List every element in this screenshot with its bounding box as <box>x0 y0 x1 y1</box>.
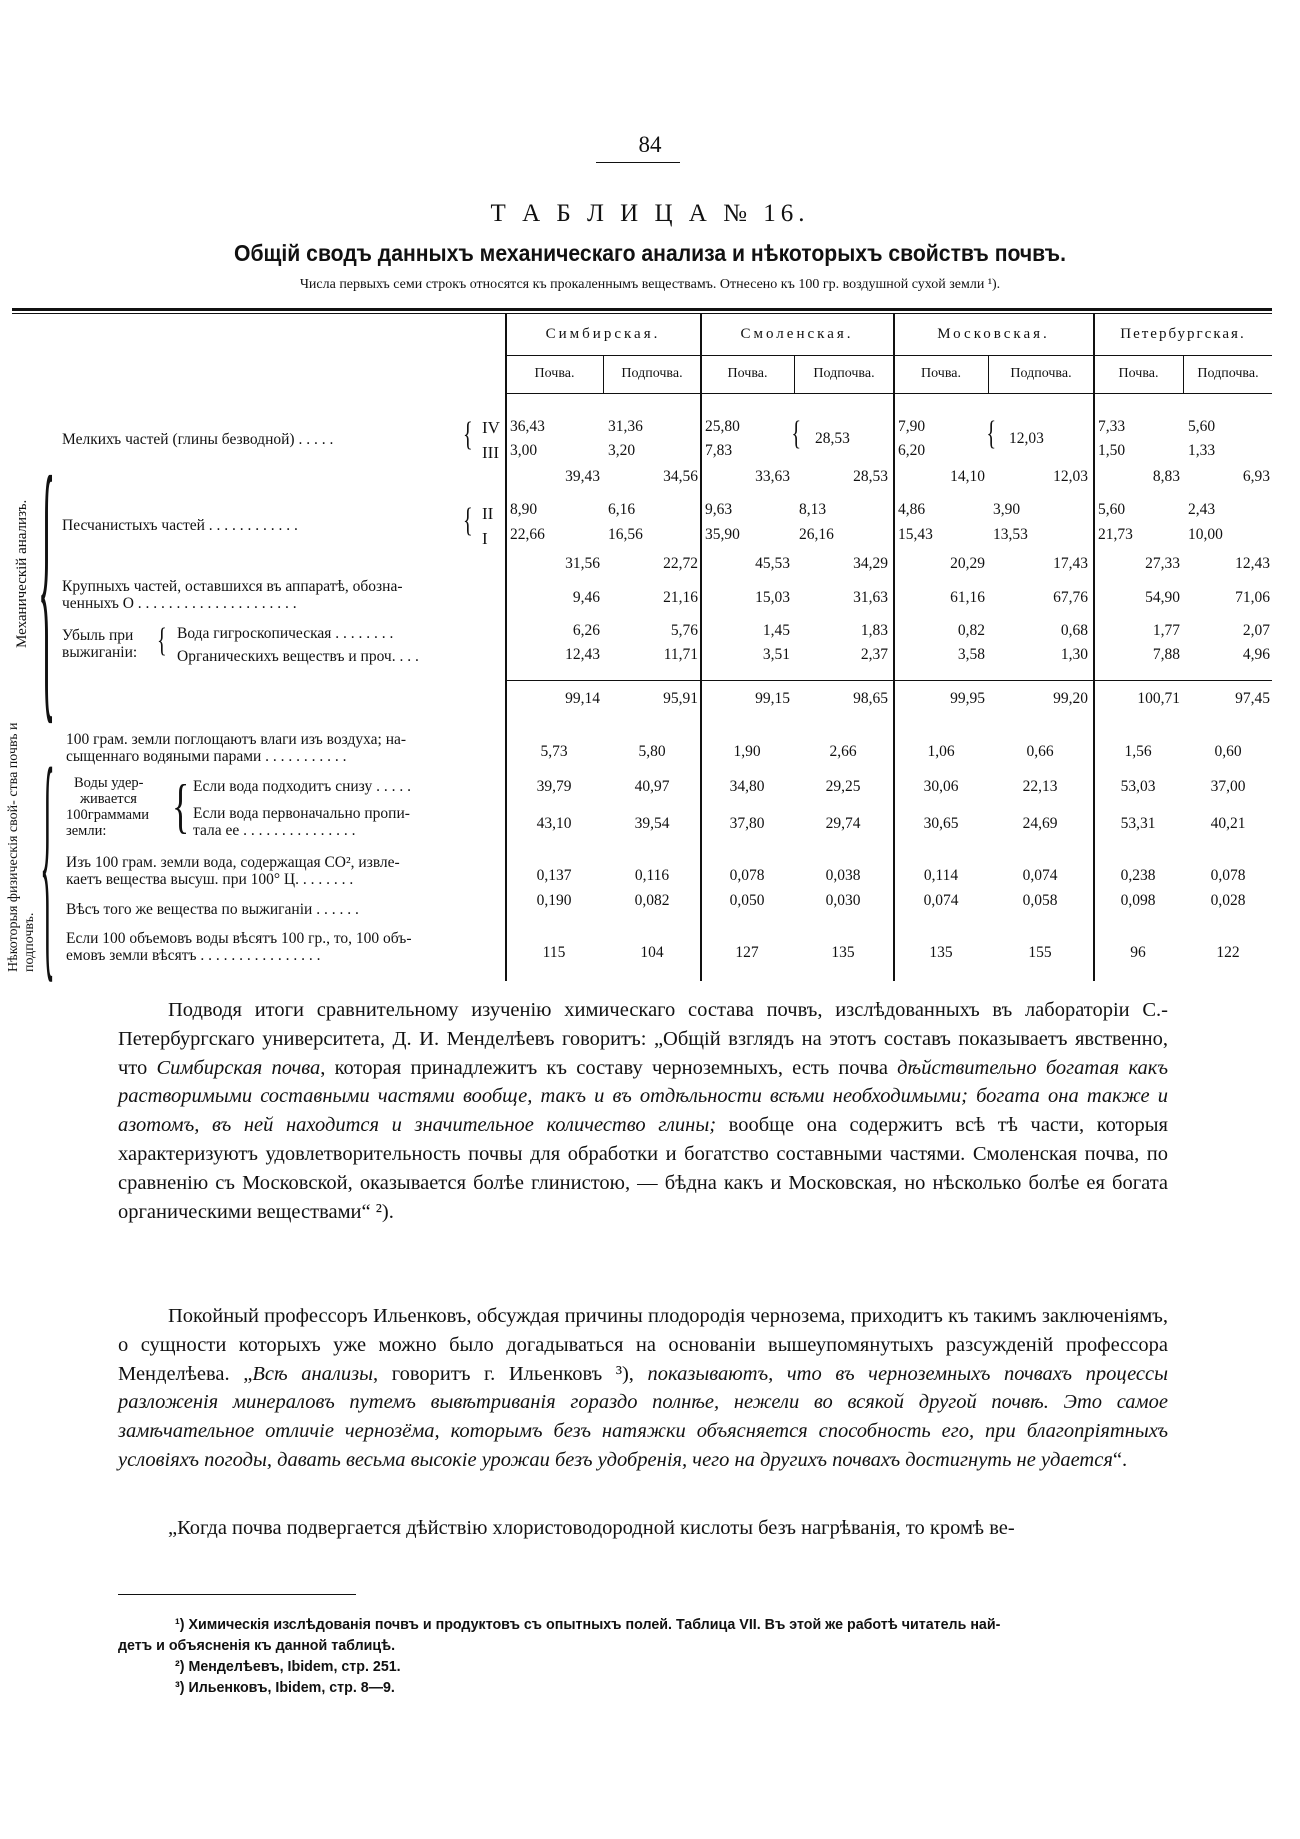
cell-total: 99,95 <box>950 690 985 707</box>
cell-sand-sum: 22,72 <box>663 555 698 572</box>
footnote-1-cont: детъ и объясненія къ данной таблицѣ. <box>118 1637 396 1654</box>
cell-fine-sum: 33,63 <box>755 468 790 485</box>
cell-burn: 0,030 <box>825 892 861 909</box>
table-subtitle: Общій сводъ данныхъ механическаго анализа и нѣкоторыхъ свойствъ почвъ. <box>234 240 1066 266</box>
cell-volume: 155 <box>1028 944 1052 961</box>
cell-volume: 127 <box>735 944 759 961</box>
cell-fine-iv: 31,36 <box>608 418 643 435</box>
brace-sand: { <box>463 502 473 539</box>
cell-volume: 104 <box>640 944 664 961</box>
label-fine-iii: III <box>482 443 499 462</box>
cell-organic: 1,30 <box>1060 646 1088 663</box>
cell-from-below: 39,79 <box>536 778 572 795</box>
cell-total: 100,71 <box>1137 690 1180 707</box>
cell-total: 99,14 <box>565 690 600 707</box>
cell-soaked: 53,31 <box>1120 815 1156 832</box>
subhead-rule <box>505 393 1272 394</box>
footnote-3: ³) Ильенковъ, Ibidem, стр. 8—9. <box>175 1679 395 1696</box>
cell-from-below: 37,00 <box>1210 778 1246 795</box>
cell-fine-sum: 12,03 <box>1053 468 1088 485</box>
cell-burn: 0,058 <box>1022 892 1058 909</box>
cell-fine-sum: 34,56 <box>663 468 698 485</box>
subhead-soil: Почва. <box>727 366 768 381</box>
cell-sand-i: 10,00 <box>1188 526 1223 543</box>
cell-organic: 11,71 <box>663 646 698 663</box>
side-label-mechanical: Механическій анализъ. <box>14 499 30 648</box>
footnote-rule <box>118 1594 356 1595</box>
cell-water-hygro: 1,83 <box>860 622 888 639</box>
cell-water-hygro: 6,26 <box>572 622 600 639</box>
cell-sand-sum: 45,53 <box>755 555 790 572</box>
label-retain: земли: <box>66 823 107 839</box>
cell-fine-iii: 1,33 <box>1188 442 1216 459</box>
label-volume: емовъ земли вѣсятъ . . . . . . . . . . . . . . . . <box>66 947 321 964</box>
cell-coarse: 61,16 <box>950 589 985 606</box>
cell-sand-sum: 12,43 <box>1235 555 1270 572</box>
cell-water-hygro: 0,68 <box>1060 622 1088 639</box>
cell-sand-ii: 8,90 <box>510 501 538 518</box>
cell-fine-bracket: 12,03 <box>1009 430 1044 447</box>
label-extract: каетъ вещества высуш. при 100° Ц. . . . . . . . <box>66 871 354 888</box>
cell-fine-iv: 7,90 <box>898 418 926 435</box>
brace-moscow: } <box>986 417 997 454</box>
side-brace: { <box>40 716 55 1004</box>
col-rule <box>505 313 507 981</box>
cell-fine-iv: 7,33 <box>1098 418 1126 435</box>
label-coarse: Крупныхъ частей, оставшихся въ аппаратѣ, обозна- <box>62 578 403 595</box>
cell-organic: 4,96 <box>1242 646 1270 663</box>
cell-water-hygro: 5,76 <box>670 622 698 639</box>
paragraph-3 <box>118 1514 1168 1543</box>
cell-volume: 96 <box>1130 944 1146 961</box>
label-from-below: Если вода подходитъ снизу . . . . . <box>193 778 411 795</box>
table-note: Числа первыхъ семи строкъ относятся къ прокаленнымъ веществамъ. Отнесено къ 100 гр. воздушной сухой земли ¹). <box>299 277 1001 292</box>
cell-extract: 0,074 <box>1022 867 1058 884</box>
subhead-subsoil: Подпочва. <box>1197 366 1259 381</box>
page-number: 84 <box>638 132 662 157</box>
cell-absorb: 5,80 <box>638 743 666 760</box>
table-top-rule <box>12 308 1272 311</box>
cell-fine-sum: 14,10 <box>950 468 985 485</box>
cell-sand-ii: 2,43 <box>1188 501 1216 518</box>
cell-sand-i: 35,90 <box>705 526 740 543</box>
cell-total: 98,65 <box>853 690 888 707</box>
cell-sand-i: 26,16 <box>799 526 834 543</box>
p2-text: “. <box>1112 1448 1128 1471</box>
label-fine-iv: IV <box>482 418 500 437</box>
subhead-soil: Почва. <box>921 366 961 381</box>
cell-sand-sum: 34,29 <box>853 555 888 572</box>
cell-soaked: 39,54 <box>634 815 670 832</box>
cell-extract: 0,078 <box>729 867 765 884</box>
cell-volume: 122 <box>1216 944 1240 961</box>
cell-burn: 0,098 <box>1120 892 1156 909</box>
label-soaked: Если вода первоначально пропи- <box>193 805 410 822</box>
cell-water-hygro: 1,45 <box>762 622 790 639</box>
subhead-soil: Почва. <box>534 366 575 381</box>
cell-from-below: 30,06 <box>923 778 959 795</box>
cell-soaked: 40,21 <box>1210 815 1246 832</box>
cell-absorb: 1,06 <box>927 743 955 760</box>
p3-text: „Когда почва подвергается дѣйствію хлористоводородной кислоты безъ нагрѣванія, то кромѣ ве- <box>168 1517 1015 1539</box>
cell-fine-sum: 39,43 <box>565 468 600 485</box>
brace-retain: { <box>172 773 190 839</box>
cell-total: 99,15 <box>755 690 790 707</box>
cell-organic: 2,37 <box>860 646 888 663</box>
subhead-subsoil: Подпочва. <box>1010 366 1072 381</box>
label-loss: Убыль при <box>62 627 134 644</box>
cell-fine-iv: 36,43 <box>510 418 545 435</box>
cell-total: 95,91 <box>663 690 698 707</box>
cell-soaked: 30,65 <box>923 815 959 832</box>
cell-sand-i: 22,66 <box>510 526 545 543</box>
cell-soaked: 29,74 <box>825 815 861 832</box>
paragraph-1 <box>118 996 1168 1226</box>
label-fine: Мелкихъ частей (глины безводной) . . . . . <box>62 431 334 448</box>
cell-fine-iv: 5,60 <box>1188 418 1216 435</box>
cell-extract: 0,238 <box>1120 867 1156 884</box>
label-sand: Песчанистыхъ частей . . . . . . . . . . . . <box>62 517 298 534</box>
cell-sand-sum: 31,56 <box>565 555 600 572</box>
cell-absorb: 1,56 <box>1124 743 1152 760</box>
cell-absorb: 5,73 <box>540 743 568 760</box>
cell-fine-sum: 28,53 <box>853 468 888 485</box>
group-header-moscow: Московская. <box>937 326 1050 342</box>
cell-fine-sum: 6,93 <box>1242 468 1270 485</box>
p2-text: Покойный профессоръ Ильенковъ, обсуждая причины плодородія чернозема, приходитъ къ такимъ заключеніямъ, о сущности которыхъ уже можно было догадываться на основаніи вышеупомянутыхъ разсужденій профессора Менделѣева. „ <box>118 1305 1168 1385</box>
footnote-2: ²) Менделѣевъ, Ibidem, стр. 251. <box>175 1658 401 1675</box>
cell-absorb: 2,66 <box>829 743 857 760</box>
cell-from-below: 40,97 <box>634 778 670 795</box>
cell-total: 97,45 <box>1235 690 1270 707</box>
cell-organic: 7,88 <box>1152 646 1180 663</box>
label-sand-i: I <box>482 529 488 548</box>
group-header-rule <box>505 355 1272 356</box>
cell-absorb: 0,60 <box>1214 743 1242 760</box>
subhead-subsoil: Подпочва. <box>813 366 875 381</box>
subhead-soil: Почва. <box>1118 366 1159 381</box>
cell-sand-sum: 20,29 <box>950 555 985 572</box>
cell-extract: 0,078 <box>1210 867 1246 884</box>
cell-from-below: 34,80 <box>729 778 765 795</box>
cell-absorb: 0,66 <box>1026 743 1054 760</box>
label-organic: Органическихъ веществъ и проч. . . . <box>177 648 419 665</box>
cell-fine-bracket: 28,53 <box>815 430 850 447</box>
side-brace: { <box>38 416 56 748</box>
p1-italic: Симбирская почва <box>156 1056 321 1079</box>
cell-soaked: 24,69 <box>1022 815 1058 832</box>
side-label-physical: Нѣкоторыя физическія свой- ства почвъ и подпочвъ. <box>6 722 37 972</box>
footnote-1: ¹) Химическія изслѣдованія почвъ и продуктовъ съ опытныхъ полей. Таблица VII. Въ этой же работѣ читатель най- <box>175 1616 1001 1633</box>
cell-fine-iii: 1,50 <box>1098 442 1126 459</box>
cell-fine-iii: 7,83 <box>705 442 733 459</box>
cell-organic: 3,58 <box>957 646 985 663</box>
cell-sand-i: 16,56 <box>608 526 643 543</box>
cell-sand-i: 15,43 <box>898 526 933 543</box>
label-absorb: 100 грам. земли поглощаютъ влаги изъ воздуха; на- <box>66 731 407 748</box>
cell-fine-iii: 3,00 <box>510 442 538 459</box>
cell-from-below: 22,13 <box>1022 778 1058 795</box>
cell-organic: 12,43 <box>565 646 600 663</box>
label-retain: 100граммами <box>66 807 150 823</box>
cell-coarse: 54,90 <box>1145 589 1180 606</box>
cell-sand-ii: 6,16 <box>608 501 636 518</box>
cell-from-below: 29,25 <box>825 778 861 795</box>
label-absorb: сыщеннаго водяными парами . . . . . . . . . . . <box>66 748 347 765</box>
label-retain: Воды удер- <box>74 775 144 791</box>
cell-coarse: 15,03 <box>755 589 790 606</box>
p1-text: Подводя итоги сравнительному изученію химическаго состава почвъ, изслѣдованныхъ въ лабораторіи С.-Петербургскаго университета, Д. И. Менделѣевъ говоритъ: „Общій взглядъ на этотъ составъ показываетъ явственно, что <box>118 999 1168 1079</box>
p1-text: вообще она содержитъ всѣ тѣ части, которыя характеризуютъ удовлетворительность почвы для обработки и богатство составными частями. Смоленская почва, по сравненію съ Московской, оказывается болѣе глинистою, — бѣдна какъ и Московская, но нѣсколько болѣе ея богата органическими веществами“ ²). <box>118 1114 1168 1223</box>
cell-absorb: 1,90 <box>733 743 761 760</box>
cell-sand-i: 13,53 <box>993 526 1028 543</box>
label-burn: Вѣсъ того же вещества по выжиганіи . . . . . . <box>66 901 359 918</box>
label-loss: выжиганіи: <box>62 644 138 661</box>
label-soaked: тала ее . . . . . . . . . . . . . . . <box>193 822 356 839</box>
cell-burn: 0,190 <box>536 892 572 909</box>
cell-extract: 0,137 <box>536 867 572 884</box>
cell-from-below: 53,03 <box>1120 778 1156 795</box>
label-extract: Изъ 100 грам. земли вода, содержащая CO², извле- <box>66 854 400 871</box>
paragraph-2 <box>118 1302 1168 1475</box>
cell-soaked: 37,80 <box>729 815 765 832</box>
cell-coarse: 31,63 <box>853 589 888 606</box>
cell-volume: 115 <box>542 944 566 961</box>
cell-organic: 3,51 <box>762 646 790 663</box>
cell-burn: 0,050 <box>729 892 765 909</box>
label-sand-ii: II <box>482 504 494 523</box>
cell-sand-ii: 9,63 <box>705 501 733 518</box>
label-retain: живается <box>80 791 137 807</box>
label-coarse: ченныхъ O . . . . . . . . . . . . . . . . . . . . . <box>62 595 297 612</box>
brace-smolensk: } <box>791 417 802 454</box>
cell-water-hygro: 1,77 <box>1152 622 1180 639</box>
group-header-simbirsk: Симбирская. <box>545 326 661 342</box>
p1-italic: дѣйствительно богатая какъ растворимыми составными частями вообще, такъ и въ отдѣльности всѣми необходимыми; богата она также и азотомъ, въ ней находится и значительное количество глины; <box>118 1056 1168 1137</box>
cell-soaked: 43,10 <box>536 815 572 832</box>
cell-sand-ii: 3,90 <box>993 501 1021 518</box>
p2-text: , говоритъ г. Ильенковъ ³), <box>373 1362 648 1385</box>
brace-fine: { <box>463 416 473 453</box>
p2-italic: показываютъ, что въ черноземныхъ почвахъ процессы разложенія минераловъ путемъ вывѣтриванія гораздо полнѣе, нежели во всякой другой почвѣ. Это самое замѣчательное отличіе чернозёма, которымъ безъ натяжки объясняется способность его, при благопріятныхъ условіяхъ погоды, давать весьма высокіе урожаи безъ удобренія, чего на другихъ почвахъ достигнуть не удается <box>118 1362 1169 1471</box>
p2-italic: Всѣ анализы <box>252 1362 373 1385</box>
cell-extract: 0,114 <box>923 867 959 884</box>
subhead-subsoil: Подпочва. <box>621 366 683 381</box>
cell-coarse: 67,76 <box>1053 589 1088 606</box>
cell-burn: 0,074 <box>923 892 959 909</box>
cell-extract: 0,038 <box>825 867 861 884</box>
page-number-rule <box>596 162 680 163</box>
group-header-petersburg: Петербургская. <box>1120 326 1246 342</box>
cell-sand-sum: 17,43 <box>1053 555 1088 572</box>
label-volume: Если 100 объемовъ воды вѣсятъ 100 гр., то, 100 объ- <box>66 930 412 947</box>
total-rule <box>505 680 1272 681</box>
cell-volume: 135 <box>831 944 855 961</box>
cell-water-hygro: 0,82 <box>957 622 985 639</box>
cell-burn: 0,028 <box>1210 892 1246 909</box>
table-top-rule-thin <box>12 313 1272 314</box>
cell-coarse: 71,06 <box>1235 589 1270 606</box>
cell-total: 99,20 <box>1053 690 1088 707</box>
cell-extract: 0,116 <box>634 867 670 884</box>
brace-loss: { <box>157 622 167 659</box>
group-header-smolensk: Смоленская. <box>740 326 854 342</box>
cell-burn: 0,082 <box>634 892 670 909</box>
cell-coarse: 9,46 <box>572 589 600 606</box>
cell-volume: 135 <box>929 944 953 961</box>
cell-sand-sum: 27,33 <box>1145 555 1180 572</box>
table-title: Т А Б Л И Ц А № 16. <box>490 200 810 227</box>
cell-water-hygro: 2,07 <box>1242 622 1270 639</box>
label-water-hygro: Вода гигроскопическая . . . . . . . . <box>177 625 394 642</box>
cell-fine-iii: 6,20 <box>898 442 926 459</box>
cell-sand-ii: 4,86 <box>898 501 926 518</box>
cell-coarse: 21,16 <box>663 589 698 606</box>
cell-sand-ii: 8,13 <box>799 501 827 518</box>
cell-fine-iii: 3,20 <box>608 442 636 459</box>
cell-fine-sum: 8,83 <box>1152 468 1180 485</box>
cell-sand-i: 21,73 <box>1098 526 1133 543</box>
cell-fine-iv: 25,80 <box>705 418 740 435</box>
cell-sand-ii: 5,60 <box>1098 501 1126 518</box>
p1-text: , которая принадлежитъ къ составу черноземныхъ, есть почва <box>320 1056 898 1079</box>
